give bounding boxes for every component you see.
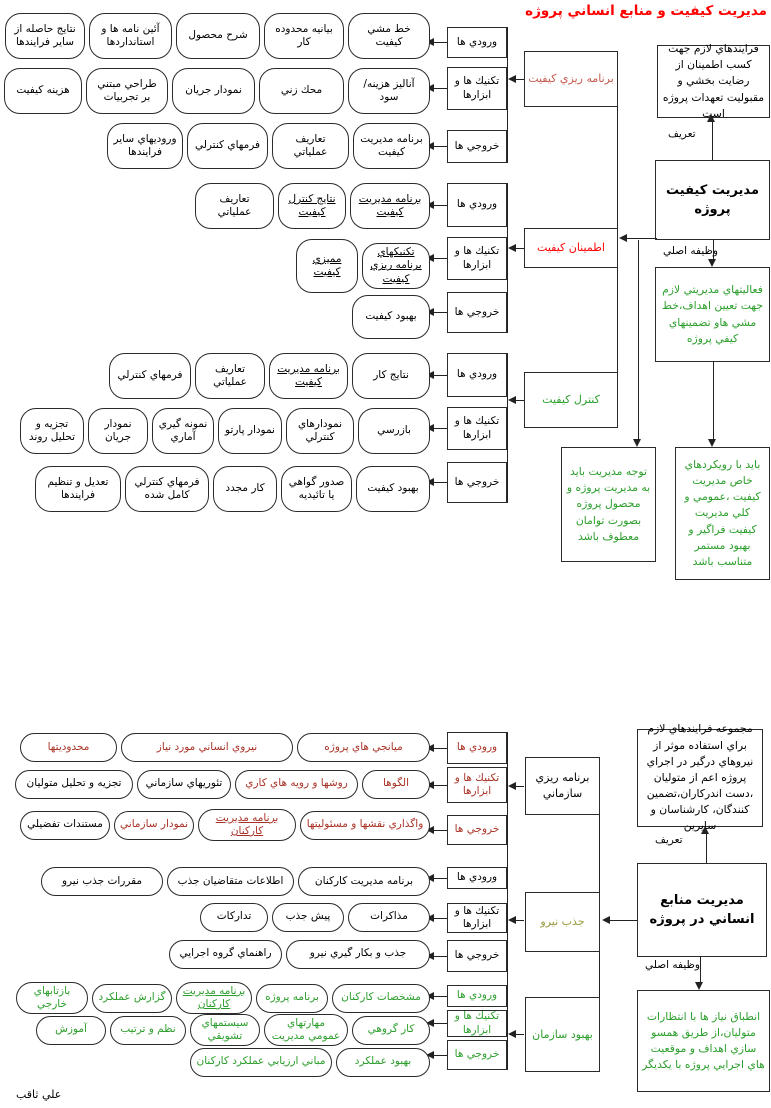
definition-label: تعريف <box>655 834 683 846</box>
hr-staffing-inputs-row <box>41 865 430 898</box>
flow-item: هزينه كيفيت <box>4 68 82 114</box>
outputs-label: خروجي ها <box>447 462 507 503</box>
connector-line <box>433 258 447 259</box>
flow-item: نمودار سازماني <box>114 811 194 840</box>
flow-item: فرمهاي كنترلي <box>187 123 268 169</box>
arrow-down-icon <box>708 259 716 267</box>
hr-org-tools-row <box>15 766 430 802</box>
quality-note-focus-box: توجه مديريت بايد به مديريت پروژه و محصول پروژه بصورت توامان معطوف باشد <box>561 447 656 562</box>
hr-development-outputs-row <box>190 1046 430 1078</box>
connector-line <box>433 956 447 957</box>
flow-item: كار گروهي <box>352 1016 430 1045</box>
flow-item: نيروي انساني مورد نياز <box>121 733 293 762</box>
flow-item: شرح محصول <box>176 13 260 59</box>
outputs-label: خروجي ها <box>447 130 507 163</box>
connector-line <box>433 482 447 483</box>
connector-line <box>433 375 447 376</box>
flow-item: الگوها <box>362 770 430 799</box>
quality-control-inputs-row <box>109 350 430 402</box>
flow-item: تعديل و تنظيم فرايندها <box>35 466 121 512</box>
flow-item: مباني ارزيابي عملكرد كاركنان <box>190 1048 332 1077</box>
arrow-left-icon <box>508 1030 516 1038</box>
flow-item: مقررات جذب نيرو <box>41 867 163 896</box>
flow-item: مهارتهاي عمومي مديريت <box>264 1014 348 1046</box>
connector-line <box>700 957 701 982</box>
flow-item: كار مجدد <box>213 466 277 512</box>
inputs-label: ورودي ها <box>447 732 507 764</box>
flow-item: برنامه مديريت كيفيت <box>353 123 430 169</box>
flow-item: مميزي كيفيت <box>296 239 358 293</box>
flow-item: نمونه گيري آماري <box>152 408 214 454</box>
connector-line <box>433 1023 447 1024</box>
flow-item: فرمهاي كنترلي <box>109 353 191 399</box>
quality-planning-tools-row <box>4 64 430 118</box>
arrow-down-icon <box>708 439 716 447</box>
process-quality-control: كنترل كيفيت <box>524 372 618 428</box>
tools-label: تكنيك ها و ابزارها <box>447 767 507 803</box>
flow-item: وروديهاي ساير فرايندها <box>107 123 183 169</box>
quality-assurance-outputs-row <box>352 293 430 341</box>
connector-line <box>433 205 447 206</box>
arrow-left-icon <box>619 234 627 242</box>
connector-line <box>433 785 447 786</box>
flow-item: بازرسي <box>358 408 430 454</box>
flow-item: تعاريف عملياتي <box>195 183 274 229</box>
flow-item: برنامه مديريت كيفيت <box>269 353 348 399</box>
connector-line <box>433 42 447 43</box>
flow-item: تجزيه و تحليل روند <box>20 408 84 454</box>
connector-line <box>713 240 714 259</box>
flow-item: بهبود كيفيت <box>356 466 430 512</box>
tools-label: تكنيك ها و ابزارها <box>447 237 507 280</box>
arrow-up-icon <box>701 826 709 834</box>
inputs-label: ورودي ها <box>447 867 507 889</box>
tools-label: تكنيك ها و ابزارها <box>447 1010 507 1037</box>
flow-item: برنامه مديريت كاركنان <box>298 867 430 896</box>
flow-item: واگذاري نقشها و مسئوليتها <box>300 811 430 840</box>
hr-org-inputs-row <box>20 731 430 764</box>
inputs-label: ورودي ها <box>447 183 507 227</box>
hr-main-box: مديريت منابع انساني در پروژه <box>637 863 767 957</box>
arrow-left-icon <box>508 244 516 252</box>
connector-line <box>433 1055 447 1056</box>
flow-item: راهنماي گروه اجرايي <box>169 940 282 969</box>
flow-item: نتايج حاصله از ساير فرايندها <box>5 13 85 59</box>
arrow-up-icon <box>707 114 715 122</box>
flow-item: محدوديتها <box>20 733 117 762</box>
process-hr-staffing: جذب نيرو <box>525 892 600 952</box>
flow-item: برنامه پروژه <box>256 984 328 1013</box>
hr-org-outputs-row <box>20 804 430 846</box>
process-quality-assurance: اطمينان كيفيت <box>524 228 618 268</box>
process-quality-planning: برنامه ريزي كيفيت <box>524 51 618 107</box>
flow-item: صدور گواهي يا تائيديه <box>281 466 352 512</box>
connector-line <box>638 240 639 439</box>
flow-item: نمودار جريان <box>172 68 255 114</box>
flow-item: نمودار پارتو <box>218 408 282 454</box>
flow-item: پيش جذب <box>272 903 344 932</box>
connector-line <box>706 833 707 863</box>
quality-control-outputs-row <box>35 462 430 516</box>
flow-item: محك زني <box>259 68 344 114</box>
flow-item: ميانجي هاي پروژه <box>297 733 430 762</box>
outputs-label: خروجي ها <box>447 940 507 972</box>
connector-line <box>433 830 447 831</box>
flow-item: نمودارهاي كنترلي <box>286 408 354 454</box>
tools-label: تكنيك ها و ابزارها <box>447 407 507 450</box>
flow-item: فرمهاي كنترلي كامل شده <box>125 466 209 512</box>
tools-label: تكنيك ها و ابزارها <box>447 903 507 933</box>
connector-line <box>507 27 508 163</box>
flow-item: آموزش <box>36 1016 106 1045</box>
flow-item: بيانيه محدوده كار <box>264 13 344 59</box>
connector-line <box>507 353 508 503</box>
quality-main-box: مديريت كيفيت پروژه <box>655 160 770 240</box>
hr-function-box: انطباق نياز ها با انتظارات متوليان،از طريق همسو سازي اهداف و موقعيت هاي اجرايي پروژه با يكديگر <box>637 990 770 1092</box>
process-hr-org-planning: برنامه ريزي سازماني <box>525 757 600 815</box>
flow-item: تعاريف عملياتي <box>272 123 349 169</box>
author-signature: علي ثاقب <box>16 1088 62 1101</box>
connector-line <box>433 88 447 89</box>
outputs-label: خروجي ها <box>447 815 507 845</box>
quality-assurance-tools-row <box>296 234 430 298</box>
quality-planning-outputs-row <box>107 120 430 172</box>
flow-item: برنامه مديريت كاركنان <box>176 982 252 1014</box>
connector-line <box>610 920 637 921</box>
connector-line <box>712 122 713 160</box>
flow-item: تكنيكهاي برنامه ريزي كيفيت <box>362 243 430 289</box>
inputs-label: ورودي ها <box>447 27 507 58</box>
definition-label: تعريف <box>668 128 696 140</box>
flow-item: آناليز هزينه/ سود <box>348 68 430 114</box>
arrow-left-icon <box>508 396 516 404</box>
quality-assurance-inputs-row <box>195 180 430 232</box>
arrow-down-icon <box>695 982 703 990</box>
flow-item: تجزيه و تحليل متوليان <box>15 770 133 799</box>
quality-function-box: فعاليتهاي مديريتي لازم جهت تعيين اهداف،خط مشي هاو تضمينهاي كيفي پروژه <box>655 267 770 362</box>
connector-line <box>515 1034 524 1035</box>
hr-development-tools-row <box>36 1011 430 1049</box>
flow-item: بازتابهاي خارجي <box>16 982 88 1014</box>
flow-item: بهبود كيفيت <box>352 295 430 339</box>
page-title: مديريت كيفيت و منابع انساني پروژه <box>525 3 767 19</box>
flow-item: نمودار جريان <box>88 408 148 454</box>
flow-item: گزارش عملكرد <box>92 984 172 1013</box>
connector-line <box>433 146 447 147</box>
connector-line <box>433 918 447 919</box>
connector-line <box>433 748 447 749</box>
flow-item: مذاكرات <box>348 903 430 932</box>
flow-item: روشها و رويه هاي كاري <box>235 770 358 799</box>
connector-line <box>515 248 524 249</box>
hr-staffing-tools-row <box>200 901 430 933</box>
connector-line <box>433 878 447 879</box>
connector-line <box>433 312 447 313</box>
quality-definition-box: فرايندهاي لازم جهت كسب اطمينان از رضايت بخشي و مقبوليت تعهدات پروژه است <box>657 45 770 118</box>
quality-planning-inputs-row <box>5 10 430 62</box>
arrow-left-icon <box>602 916 610 924</box>
flow-item: جذب و بكار گيري نيرو <box>286 940 430 969</box>
arrow-left-icon <box>508 916 516 924</box>
flow-item: تعاريف عملياتي <box>195 353 265 399</box>
flow-item: تئوريهاي سازماني <box>137 770 231 799</box>
flow-item: تداركات <box>200 903 268 932</box>
flow-item: برنامه مديريت كاركنان <box>198 809 296 841</box>
connector-line <box>433 996 447 997</box>
connector-line <box>713 362 714 439</box>
flow-item: نظم و ترتيب <box>110 1016 186 1045</box>
connector-line <box>515 79 524 80</box>
main-function-label: وظيفه اصلي <box>663 245 718 257</box>
tools-label: تكنيك ها و ابزارها <box>447 67 507 110</box>
flow-item: بهبود عملكرد <box>336 1048 430 1077</box>
outputs-label: خروجي ها <box>447 292 507 333</box>
connector-line <box>627 238 657 239</box>
connector-line <box>433 428 447 429</box>
hr-staffing-outputs-row <box>169 938 430 970</box>
outputs-label: خروجي ها <box>447 1040 507 1070</box>
flow-item: مشخصات كاركنان <box>332 984 430 1013</box>
flow-item: برنامه مديريت كيفيت <box>350 183 430 229</box>
flow-item: نتايج كنترل كيفيت <box>278 183 346 229</box>
quality-control-tools-row <box>20 404 430 458</box>
connector-line <box>515 400 524 401</box>
hr-definition-box: مجموعه فرايندهاي لازم براي استفاده موثر از نيروهاي درگير در اجراي پروژه اعم از متوليان ،دست اندركاران،تضمين كنندگان، كارشناسان و سايرين <box>637 729 763 827</box>
connector-line <box>507 183 508 333</box>
flow-item: سيستمهاي تشويقي <box>190 1014 260 1046</box>
inputs-label: ورودي ها <box>447 353 507 397</box>
connector-line <box>515 920 524 921</box>
flow-item: آئين نامه ها و استانداردها <box>89 13 172 59</box>
arrow-left-icon <box>508 75 516 83</box>
flow-item: اطلاعات متقاضيان جذب <box>167 867 294 896</box>
flow-item: خط مشي كيفيت <box>348 13 430 59</box>
flow-item: نتايج كار <box>352 353 430 399</box>
quality-note-approach-box: بايد با رويكردهاي خاص مديريت كيفيت ،عمومي و كلي مديريت كيفيت فراگير و بهبود مستمر متناسب باشد <box>675 447 770 580</box>
arrow-down-icon <box>633 439 641 447</box>
main-function-label: وظيفه اصلي <box>645 959 700 971</box>
flow-item: طراحي مبتني بر تجربيات <box>86 68 168 114</box>
arrow-left-icon <box>508 782 516 790</box>
inputs-label: ورودي ها <box>447 985 507 1007</box>
flow-item: مستندات تفضيلي <box>20 811 110 840</box>
connector-line <box>515 786 524 787</box>
process-hr-development: بهبود سازمان <box>525 997 600 1072</box>
